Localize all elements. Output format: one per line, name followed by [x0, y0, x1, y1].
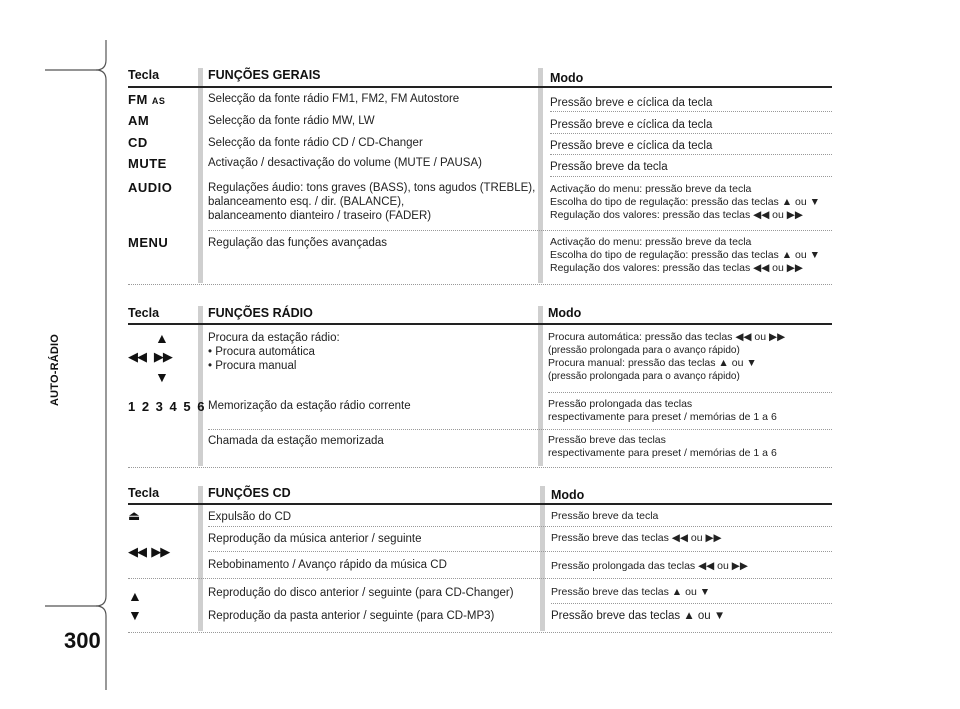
seek-arrows-icon: ◀◀ ▶▶	[128, 349, 172, 364]
preset-keys: 1 2 3 4 5 6	[128, 399, 205, 414]
column-header-functions: FUNÇÕES GERAIS	[208, 68, 321, 82]
function-text: Reprodução da música anterior / seguinte	[208, 533, 422, 545]
mode-line: Regulação dos valores: pressão das teclas ◀◀ ou ▶▶	[550, 262, 803, 274]
function-text: Reprodução da pasta anterior / seguinte (para CD-MP3)	[208, 610, 495, 622]
track-arrows-icon: ◀◀ ▶▶	[128, 544, 170, 559]
mode-text: Pressão breve das teclas ▲ ou ▼	[551, 610, 726, 622]
mode-text: Pressão breve da tecla	[551, 510, 659, 522]
column-divider	[538, 68, 543, 283]
mode-text: Pressão prolongada das teclas ◀◀ ou ▶▶	[551, 560, 748, 572]
mode-line: Pressão breve das teclas	[548, 434, 666, 446]
column-header-functions: FUNÇÕES CD	[208, 486, 291, 500]
mode-text: Pressão breve e cíclica da tecla	[550, 97, 713, 109]
column-divider	[198, 306, 203, 466]
mode-text	[548, 434, 777, 460]
mode-line: (pressão prolongada para o avanço rápido)	[548, 371, 740, 382]
function-text: Activação / desactivação do volume (MUTE / PAUSA)	[208, 157, 482, 169]
row-separator	[208, 551, 832, 552]
mode-text	[550, 183, 820, 222]
key-audio: AUDIO	[128, 180, 173, 195]
function-text: Memorização da estação rádio corrente	[208, 400, 411, 412]
key-fm-as: FM AS	[128, 92, 166, 107]
function-text: Selecção da fonte rádio MW, LW	[208, 115, 375, 127]
eject-icon: ⏏	[128, 508, 141, 523]
column-header-key: Tecla	[128, 306, 160, 320]
mode-text: Pressão breve das teclas ▲ ou ▼	[551, 586, 711, 598]
row-separator	[128, 578, 832, 579]
mode-text: Pressão breve da tecla	[550, 161, 668, 173]
mode-text: Pressão breve e cíclica da tecla	[550, 119, 713, 131]
key-cd: CD	[128, 135, 148, 150]
mode-line: Regulação dos valores: pressão das teclas ◀◀ ou ▶▶	[550, 209, 803, 221]
function-text	[208, 181, 535, 223]
mode-line: respectivamente para preset / memórias de 1 a 6	[548, 447, 777, 459]
up-arrow-icon: ▲	[155, 330, 170, 346]
mode-line: Procura automática: pressão das teclas ◀◀ ou ▶▶	[548, 331, 786, 343]
page-bracket-decoration	[0, 0, 130, 709]
function-text: Rebobinamento / Avanço rápido da música CD	[208, 559, 447, 571]
function-text: Chamada da estação memorizada	[208, 435, 384, 447]
function-text: Reprodução do disco anterior / seguinte (para CD-Changer)	[208, 587, 514, 599]
column-header-mode: Modo	[548, 306, 582, 320]
row-separator	[550, 176, 832, 177]
header-rule	[128, 503, 832, 505]
column-header-functions: FUNÇÕES RÁDIO	[208, 306, 313, 320]
header-rule	[128, 86, 832, 88]
row-separator	[128, 632, 832, 633]
mode-line: Pressão prolongada das teclas	[548, 398, 693, 410]
function-line: balanceamento dianteiro / traseiro (FADER)	[208, 210, 432, 222]
column-header-mode: Modo	[551, 488, 585, 502]
down-arrow-icon: ▼	[155, 369, 170, 385]
column-header-mode: Modo	[550, 71, 584, 85]
mode-text	[548, 398, 777, 424]
function-text: Selecção da fonte rádio CD / CD-Changer	[208, 137, 423, 149]
side-section-label: AUTO-RÁDIO	[49, 333, 61, 407]
mode-text: Pressão breve das teclas ◀◀ ou ▶▶	[551, 532, 722, 544]
column-header-key: Tecla	[128, 486, 160, 500]
row-separator	[551, 603, 832, 604]
function-line: • Procura manual	[208, 360, 297, 372]
column-divider	[198, 486, 203, 631]
function-line: • Procura automática	[208, 346, 315, 358]
down-arrow-icon: ▼	[128, 607, 143, 623]
key-am: AM	[128, 113, 150, 128]
mode-line: respectivamente para preset / memórias de 1 a 6	[548, 411, 777, 423]
mode-line: Escolha do tipo de regulação: pressão das teclas ▲ ou ▼	[550, 196, 821, 208]
column-header-key: Tecla	[128, 68, 160, 82]
key-mute: MUTE	[128, 156, 167, 171]
function-text: Selecção da fonte rádio FM1, FM2, FM Autostore	[208, 93, 460, 105]
key-menu: MENU	[128, 235, 169, 250]
mode-text	[548, 331, 785, 383]
function-text: Regulação das funções avançadas	[208, 237, 388, 249]
header-rule	[128, 323, 832, 325]
mode-line: Escolha do tipo de regulação: pressão das teclas ▲ ou ▼	[550, 249, 821, 261]
mode-line: Activação do menu: pressão breve da tecla	[550, 183, 752, 195]
column-divider	[540, 486, 545, 631]
function-text	[208, 331, 340, 373]
function-line: balanceamento esq. / dir. (BALANCE),	[208, 196, 405, 208]
mode-line: Activação do menu: pressão breve da tecla	[550, 236, 752, 248]
mode-line: (pressão prolongada para o avanço rápido)	[548, 345, 740, 356]
row-separator	[128, 467, 832, 468]
column-divider	[198, 68, 203, 283]
mode-line: Procura manual: pressão das teclas ▲ ou ▼	[548, 357, 757, 369]
row-separator	[550, 154, 832, 155]
function-line: Regulações áudio: tons graves (BASS), tons agudos (TREBLE),	[208, 182, 536, 194]
page-number: 300	[64, 628, 101, 653]
column-divider	[538, 306, 543, 466]
mode-text	[550, 236, 820, 275]
row-separator	[128, 284, 832, 285]
row-separator	[208, 429, 832, 430]
function-text: Expulsão do CD	[208, 511, 292, 523]
function-line: Procura da estação rádio:	[208, 332, 340, 344]
up-arrow-icon: ▲	[128, 588, 143, 604]
row-separator	[208, 230, 832, 231]
row-separator	[550, 111, 832, 112]
mode-text: Pressão breve e cíclica da tecla	[550, 140, 713, 152]
row-separator	[208, 526, 832, 527]
row-separator	[550, 133, 832, 134]
row-separator	[548, 392, 832, 393]
